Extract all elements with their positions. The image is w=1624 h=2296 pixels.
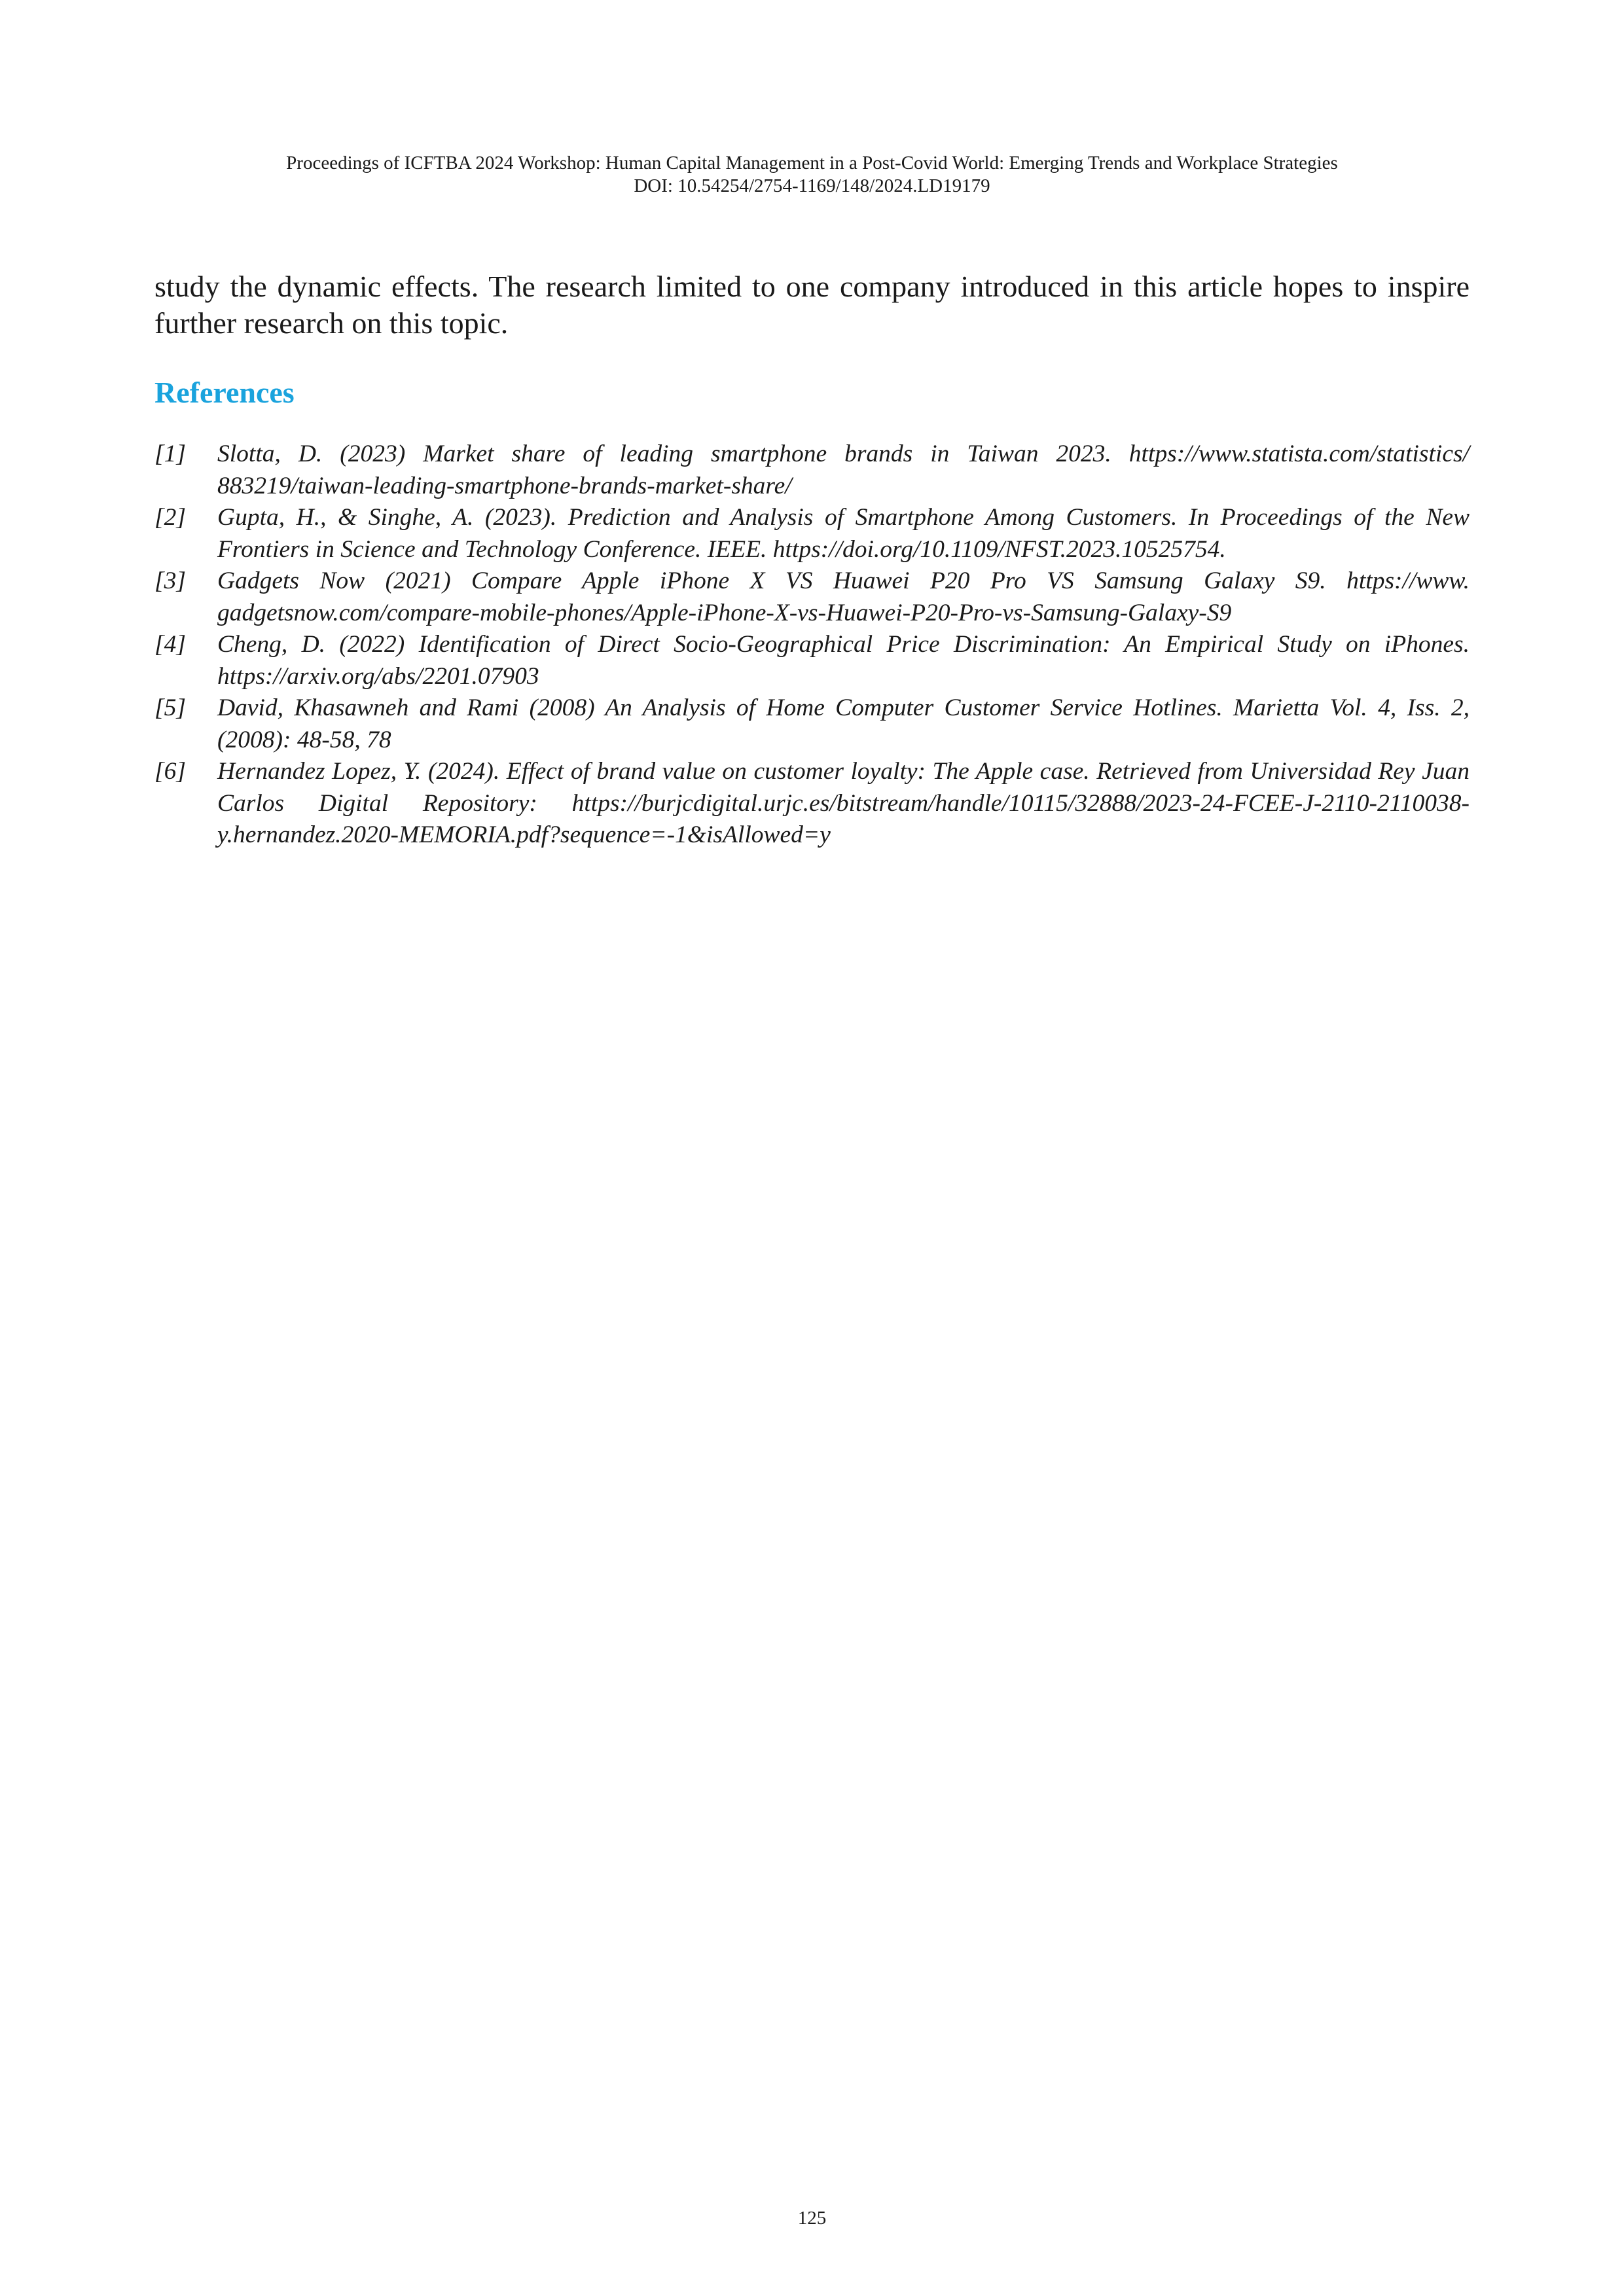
- reference-number: [5]: [154, 694, 186, 721]
- reference-number: [3]: [154, 567, 186, 594]
- reference-number: [4]: [154, 631, 186, 658]
- header-doi: DOI: 10.54254/2754-1169/148/2024.LD19179: [634, 175, 990, 196]
- header-proceedings-title: Proceedings of ICFTBA 2024 Workshop: Human Capital Management in a Post-Covid World: Emerging Trends and Workplace Strategies: [286, 152, 1338, 173]
- reference-text: Hernandez Lopez, Y. (2024). Effect of brand value on customer loyalty: The Apple case. Retrieved from Universidad Rey Juan Carlos Digital Repository: https://burjcdigital.urjc.es/bitstream/handle/10115/32888/2023-24-FCEE-J-2110-2110038-y.hernandez.2020-MEMORIA.pdf?sequence=-1&isAllowed=y: [217, 758, 1470, 848]
- reference-item: [154, 756, 1470, 852]
- reference-list: [154, 439, 1470, 852]
- reference-text: Gupta, H., & Singhe, A. (2023). Prediction and Analysis of Smartphone Among Customers. In Proceedings of the New Frontiers in Science and Technology Conference. IEEE. https://doi.org/10.1109/NFST.2023.10525754.: [217, 504, 1470, 563]
- reference-item: [154, 565, 1470, 629]
- reference-number: [1]: [154, 440, 186, 467]
- running-header: [154, 152, 1470, 198]
- references-heading: References: [154, 376, 295, 409]
- reference-item: [154, 502, 1470, 565]
- reference-text: Cheng, D. (2022) Identification of Direct Socio-Geographical Price Discrimination: An Empirical Study on iPhones. https://arxiv.org/abs/2201.07903: [217, 631, 1470, 690]
- reference-item: [154, 629, 1470, 692]
- body-paragraph: study the dynamic effects. The research limited to one company introduced in this article hopes to inspire further research on this topic.: [154, 270, 1470, 340]
- reference-text: David, Khasawneh and Rami (2008) An Analysis of Home Computer Customer Service Hotlines. Marietta Vol. 4, Iss. 2, (2008): 48-58, 78: [217, 694, 1470, 753]
- reference-number: [2]: [154, 504, 186, 531]
- reference-item: [154, 439, 1470, 502]
- page-number: 125: [797, 2208, 827, 2229]
- reference-number: [6]: [154, 758, 186, 785]
- reference-text: Slotta, D. (2023) Market share of leading smartphone brands in Taiwan 2023. https://www.statista.com/statistics/ 883219/taiwan-leading-smartphone-brands-market-share/: [217, 440, 1470, 499]
- reference-item: [154, 692, 1470, 756]
- reference-text: Gadgets Now (2021) Compare Apple iPhone X VS Huawei P20 Pro VS Samsung Galaxy S9. https://www. gadgetsnow.com/compare-mobile-phones/Apple-iPhone-X-vs-Huawei-P20-Pro-vs-Samsung-Galaxy-S9: [217, 567, 1470, 626]
